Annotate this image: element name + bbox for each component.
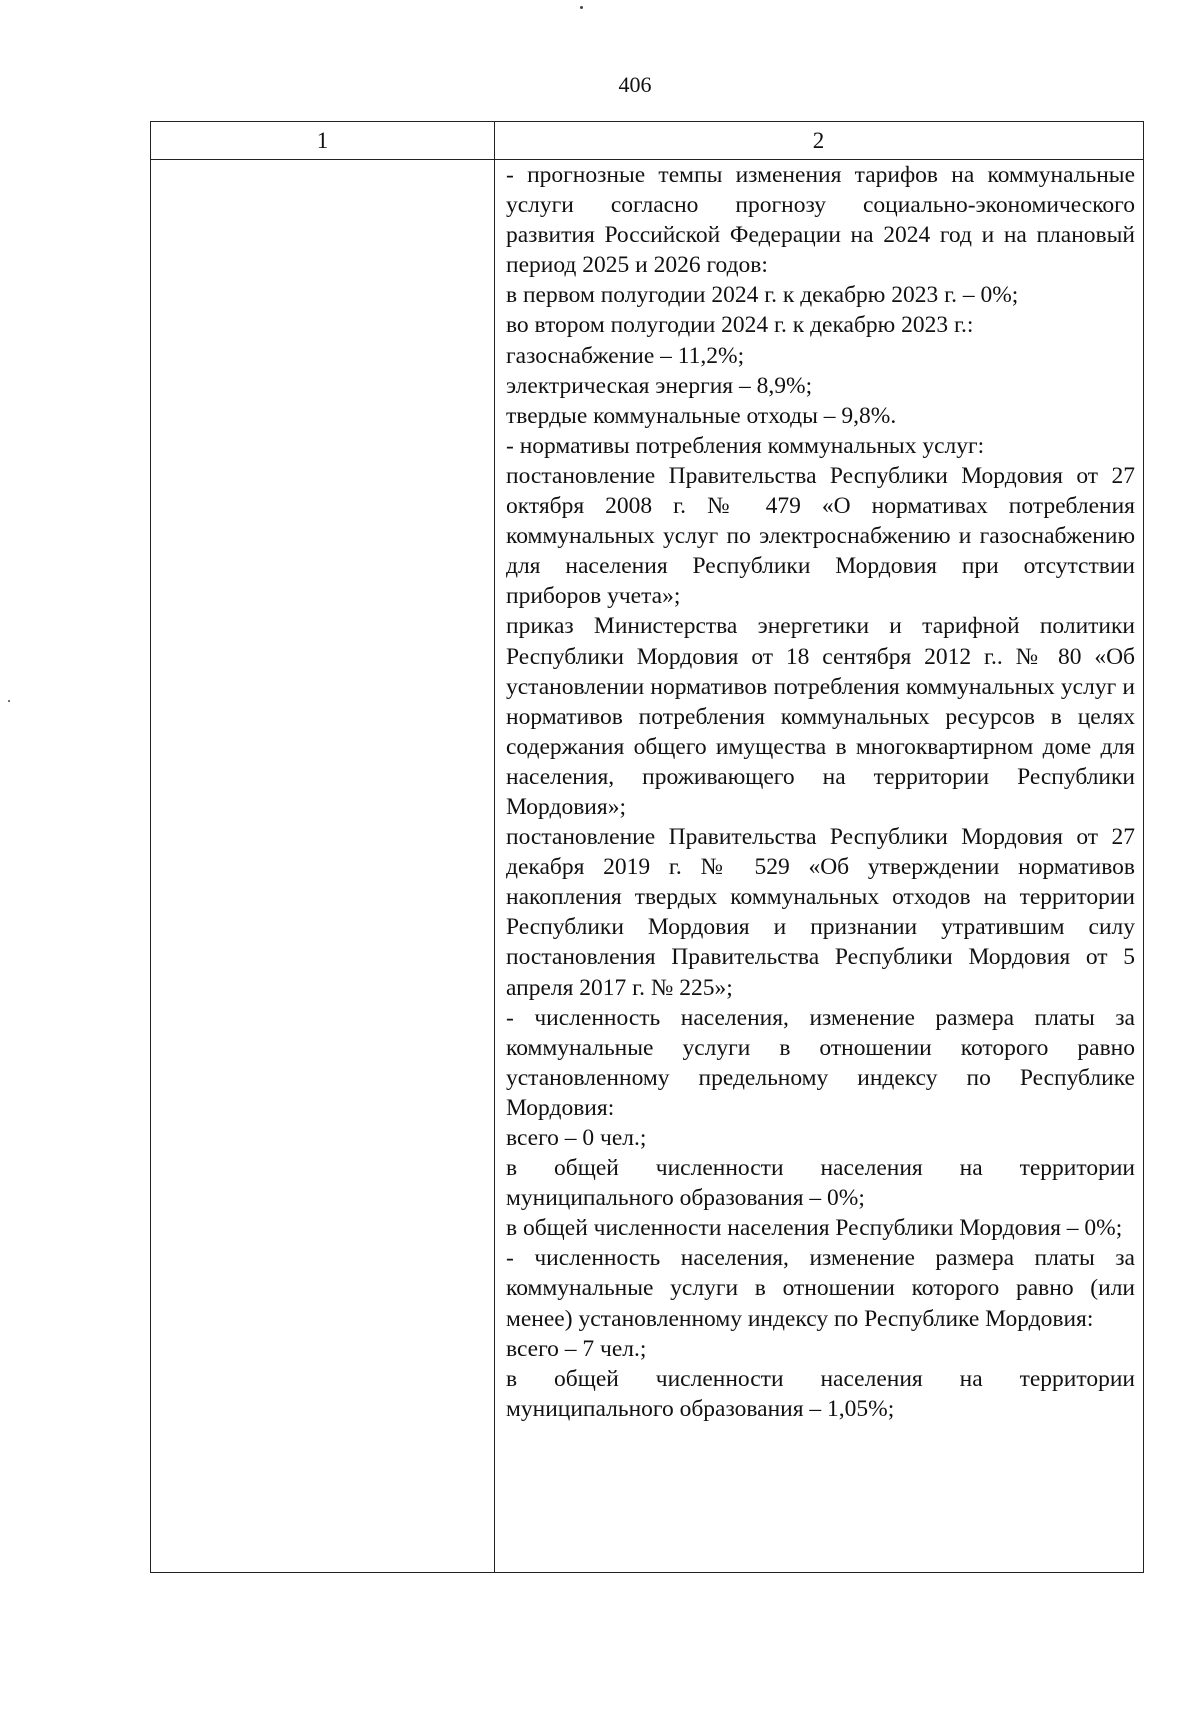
document-table <box>150 121 1144 1573</box>
paragraph: в общей численности населения Республики Мордовия – 0%; <box>506 1215 1123 1242</box>
paragraph: во втором полугодии 2024 г. к декабрю 2023 г.: <box>506 312 974 339</box>
paragraph: электрическая энергия – 8,9%; <box>506 372 813 399</box>
page-number: 406 <box>618 72 652 97</box>
table-cell-col2 <box>506 160 1135 1424</box>
paragraph: твердые коммунальные отходы – 9,8%. <box>506 402 897 429</box>
paragraph: всего – 0 чел.; <box>506 1125 647 1151</box>
paragraph: в первом полугодии 2024 г. к декабрю 2023 г. – 0%; <box>506 282 1019 309</box>
table-header-col1: 1 <box>316 128 329 153</box>
paragraph: всего – 7 чел.; <box>506 1335 647 1362</box>
paragraph: в общей численности населения на территории муниципального образования – 0%; <box>506 1155 1135 1212</box>
paragraph: постановление Правительства Республики Мордовия от 27 декабря 2019 г. № 529 «Об утверждении нормативов накопления твердых коммунальных отходов на территории Республики Мордовия и признании утратившим силу постановления Правительства Республики Мордовия от 5 апреля 2017 г. № 225»; <box>506 824 1135 1001</box>
paragraph: постановление Правительства Республики Мордовия от 27 октября 2008 г. № 479 «О нормативах потребления коммунальных услуг по электроснабжению и газоснабжению для населения Республики Мордовия при отсутствии приборов учета»; <box>506 462 1135 610</box>
paragraph: приказ Министерства энергетики и тарифной политики Республики Мордовия от 18 сентября 2012 г.. № 80 «Об установлении нормативов потребления коммунальных услуг и нормативов потребления коммунальных ресурсов в целях содержания общего имущества в многоквартирном доме для населения, проживающего на территории Республики Мордовия»; <box>506 613 1135 820</box>
scan-speck <box>580 6 583 9</box>
column-divider <box>494 122 495 1572</box>
paragraph: - прогнозные темпы изменения тарифов на коммунальные услуги согласно прогнозу социально-экономического развития Российской Федерации на 2024 год и на плановый период 2025 и 2026 годов: <box>506 162 1135 279</box>
table-header-col2: 2 <box>812 128 825 153</box>
paragraph: газоснабжение – 11,2%; <box>506 342 745 369</box>
scan-speck <box>8 700 10 702</box>
paragraph: - численность населения, изменение размера платы за коммунальные услуги в отношении которого равно (или менее) установленному индексу по Республике Мордовия: <box>506 1245 1135 1332</box>
paragraph: в общей численности населения на территории муниципального образования – 1,05%; <box>506 1365 1135 1422</box>
paragraph: - нормативы потребления коммунальных услуг: <box>506 432 985 459</box>
paragraph: - численность населения, изменение размера платы за коммунальные услуги в отношении которого равно установленному предельному индексу по Республике Мордовия: <box>506 1004 1135 1121</box>
